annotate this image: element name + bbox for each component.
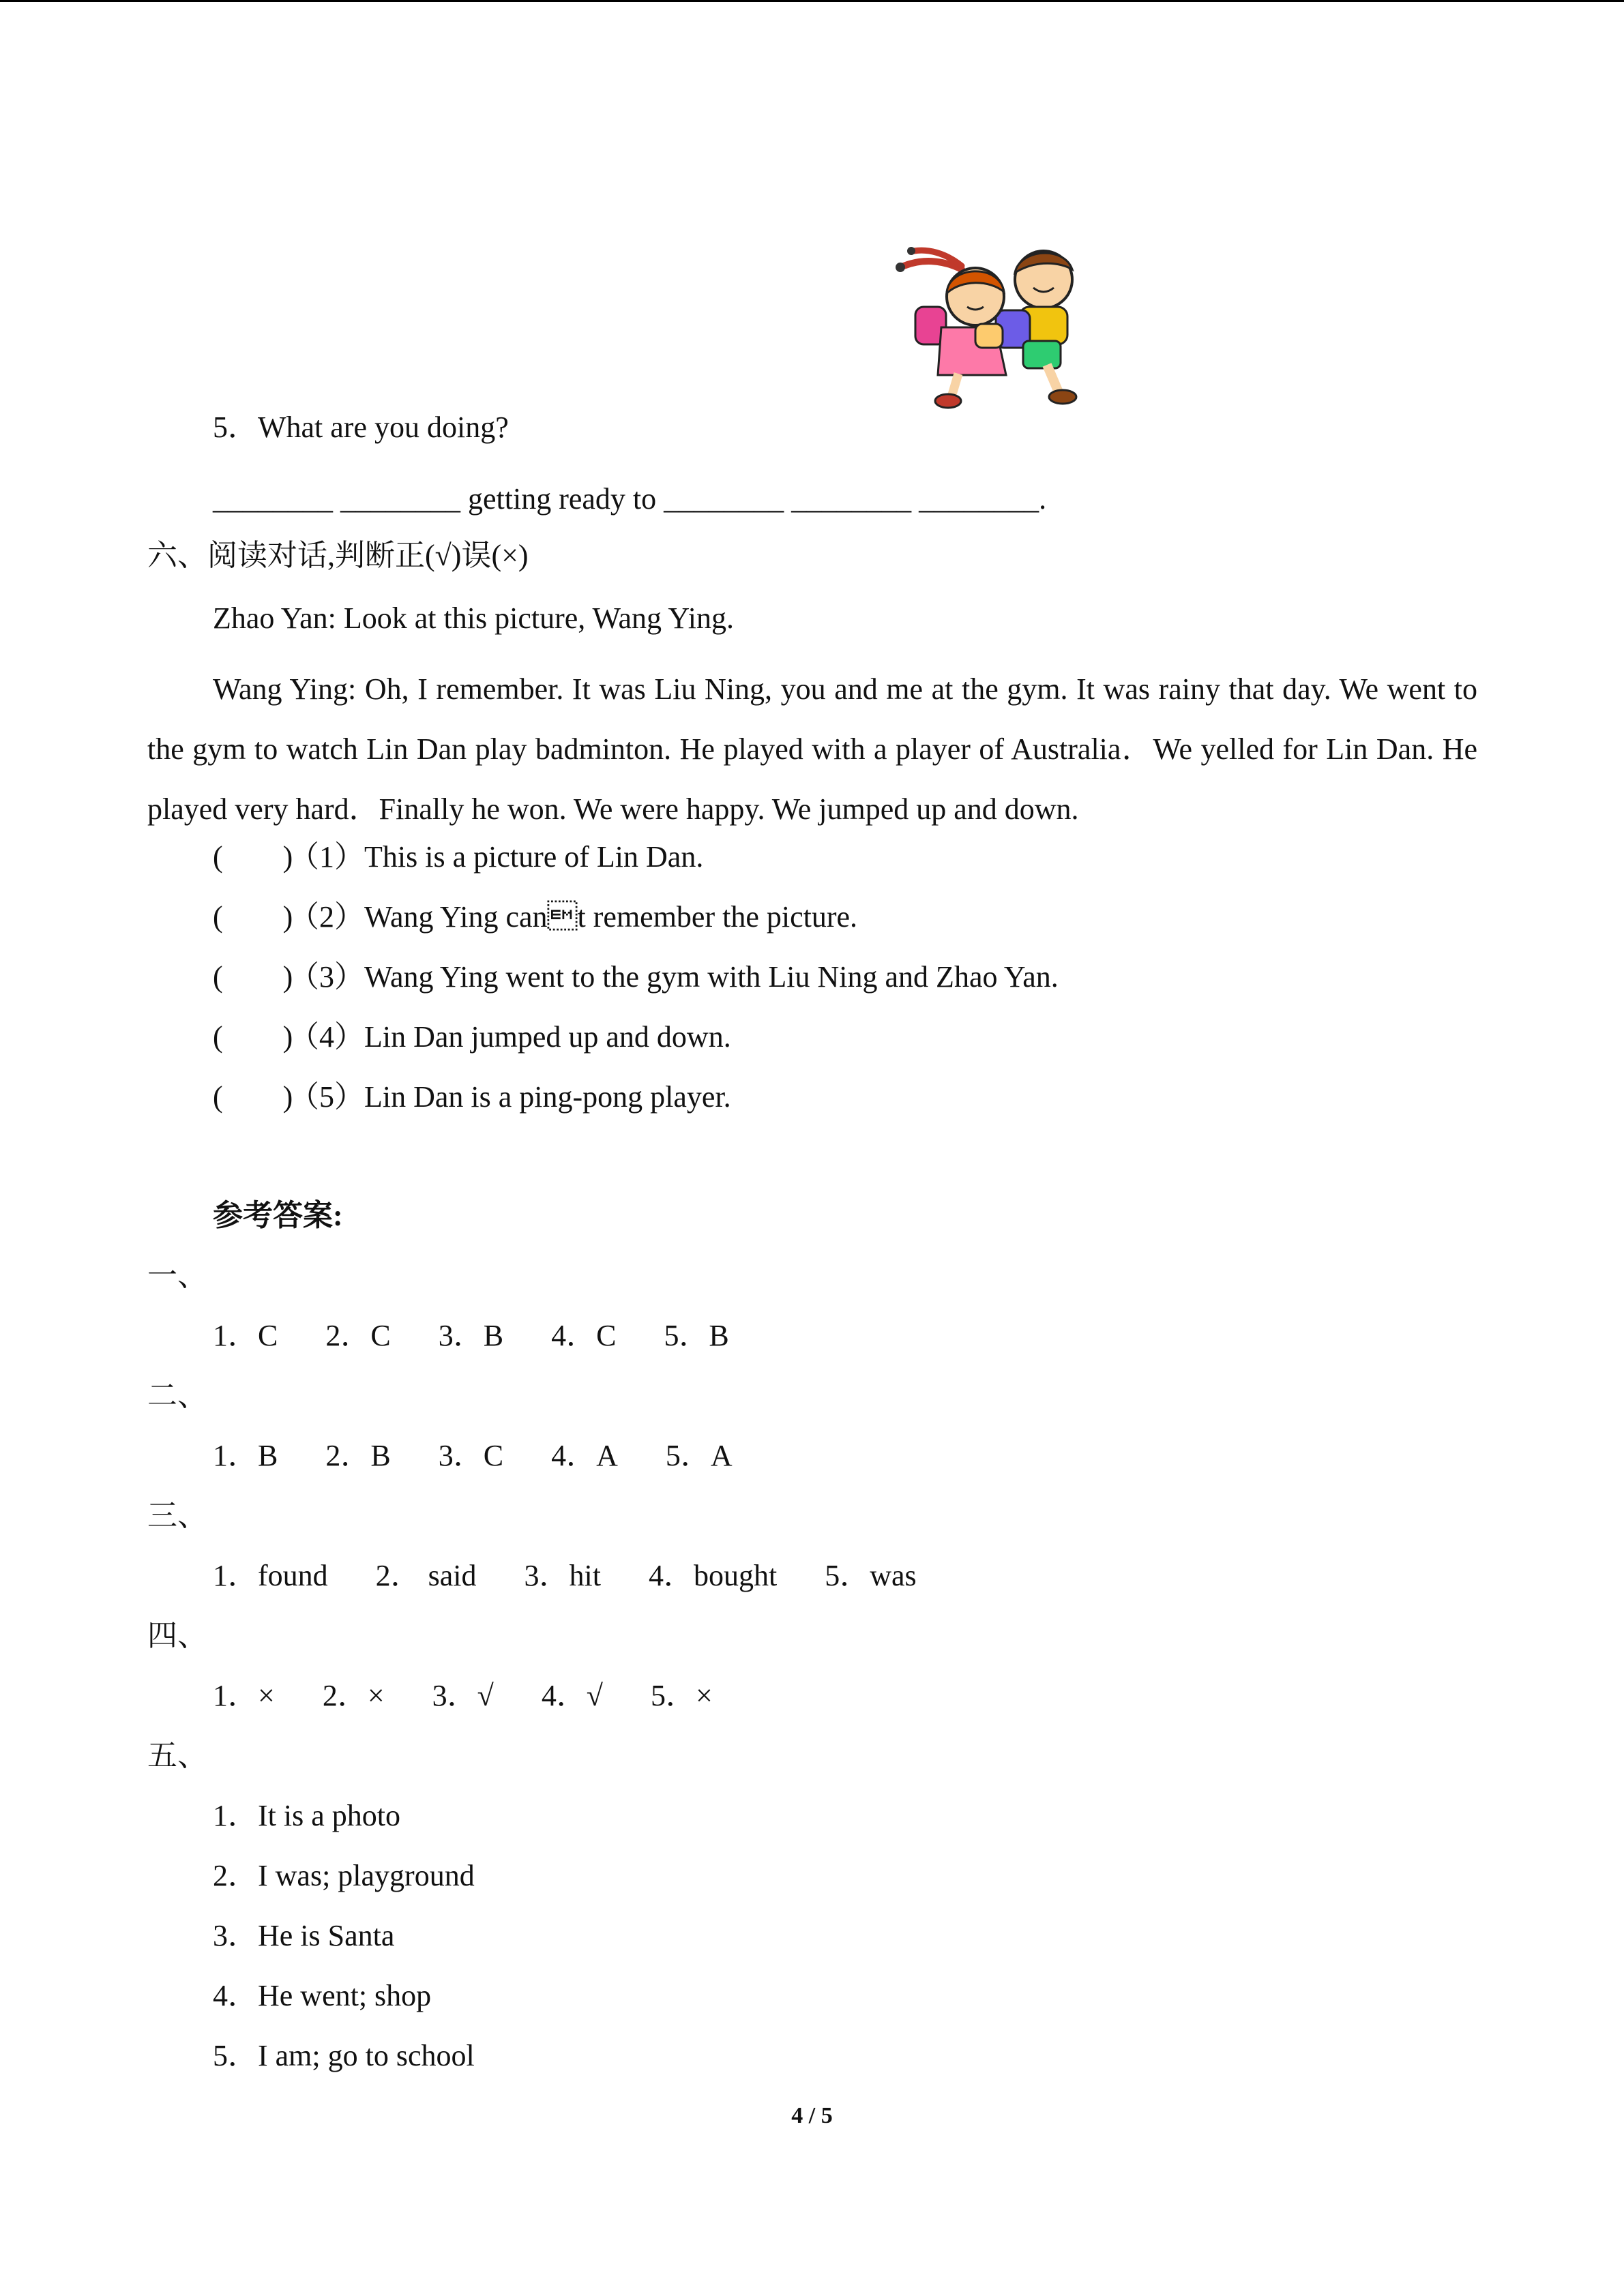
answer-item: 2．× xyxy=(322,1679,385,1712)
answer-line: 3．He is Santa xyxy=(213,1919,395,1952)
judge-text: （1）This is a picture of Lin Dan. xyxy=(289,840,704,874)
answer-item: 2． said xyxy=(375,1559,477,1592)
dialogue-line-1: Zhao Yan: Look at this picture, Wang Ying. xyxy=(213,601,734,635)
answer-item: 5．B xyxy=(664,1319,729,1352)
answer-key-title: 参考答案: xyxy=(213,1199,343,1232)
answer-item: 3．C xyxy=(438,1439,504,1472)
question-5: 5．What are you doing? xyxy=(213,411,509,444)
answer-item: 4．bought xyxy=(649,1559,778,1592)
judge-item xyxy=(213,1079,731,1116)
judge-item xyxy=(213,839,703,876)
judge-item xyxy=(213,1019,731,1056)
answer-item: 3．√ xyxy=(432,1679,494,1712)
answer-line: 4．He went; shop xyxy=(213,1979,432,2012)
answer-item: 3．hit xyxy=(524,1559,601,1592)
answer-item: 2．B xyxy=(325,1439,391,1472)
judge-text: （5）Lin Dan is a ping-pong player. xyxy=(289,1080,731,1114)
dialogue-paragraph: Wang Ying: Oh, I remember. It was Liu Ning, you and me at the gym. It was rainy that day. We went to the gym to watch Lin Dan play badminton. He played with a player of Australia．We yelled for Lin Dan. He played very hard．Finally he won. We were happy. We jumped up and down. xyxy=(147,672,1477,826)
answer-item: 5．× xyxy=(650,1679,713,1712)
answer-line: 2．I was; playground xyxy=(213,1859,475,1892)
children-illustration xyxy=(880,239,1112,416)
answer-row-2 xyxy=(213,1437,780,1474)
page-number: 4 / 5 xyxy=(791,2103,833,2128)
answer-item: 1．found xyxy=(213,1559,328,1592)
answer-row-3 xyxy=(213,1557,964,1594)
answer-item: 2．C xyxy=(325,1319,391,1352)
judge-item xyxy=(213,959,1059,996)
answer-paren[interactable]: ( ) xyxy=(213,840,293,874)
answer-line: 5．I am; go to school xyxy=(213,2039,475,2072)
answer-section-3-label: 三、 xyxy=(147,1499,207,1532)
judge-text: （4）Lin Dan jumped up and down. xyxy=(289,1020,731,1054)
answer-item: 3．B xyxy=(438,1319,504,1352)
answer-section-5-label: 五、 xyxy=(147,1739,207,1772)
judge-item xyxy=(213,899,857,936)
answer-item: 1．× xyxy=(213,1679,275,1712)
answer-line: 1．It is a photo xyxy=(213,1799,400,1832)
answer-paren[interactable]: ( ) xyxy=(213,900,293,934)
answer-item: 1．C xyxy=(213,1319,278,1352)
answer-paren[interactable]: ( ) xyxy=(213,1080,293,1114)
answer-row-1 xyxy=(213,1317,777,1354)
answer-paren[interactable]: ( ) xyxy=(213,1020,293,1054)
section-6-title: 六、阅读对话,判断正(√)误(×) xyxy=(147,539,529,572)
top-border xyxy=(0,0,1624,2)
answer-item: 1．B xyxy=(213,1439,278,1472)
answer-row-4 xyxy=(213,1678,761,1714)
answer-paren[interactable]: ( ) xyxy=(213,960,293,994)
answer-item: 4．A xyxy=(551,1439,618,1472)
answer-item: 5．A xyxy=(665,1439,733,1472)
answer-section-4-label: 四、 xyxy=(147,1619,207,1652)
judge-text: （2）Wang Ying cant remember the picture. xyxy=(289,900,858,934)
answer-section-2-label: 二、 xyxy=(147,1379,207,1412)
answer-item: 5．was xyxy=(825,1559,917,1592)
answer-section-1-label: 一、 xyxy=(147,1259,207,1292)
answer-item: 4．C xyxy=(551,1319,617,1352)
answer-item: 4．√ xyxy=(541,1679,603,1712)
answer-blank-line[interactable]: ________ ________ getting ready to ________ ________ ________. xyxy=(213,482,1047,516)
judge-text: （3）Wang Ying went to the gym with Liu Ning and Zhao Yan. xyxy=(289,960,1059,994)
